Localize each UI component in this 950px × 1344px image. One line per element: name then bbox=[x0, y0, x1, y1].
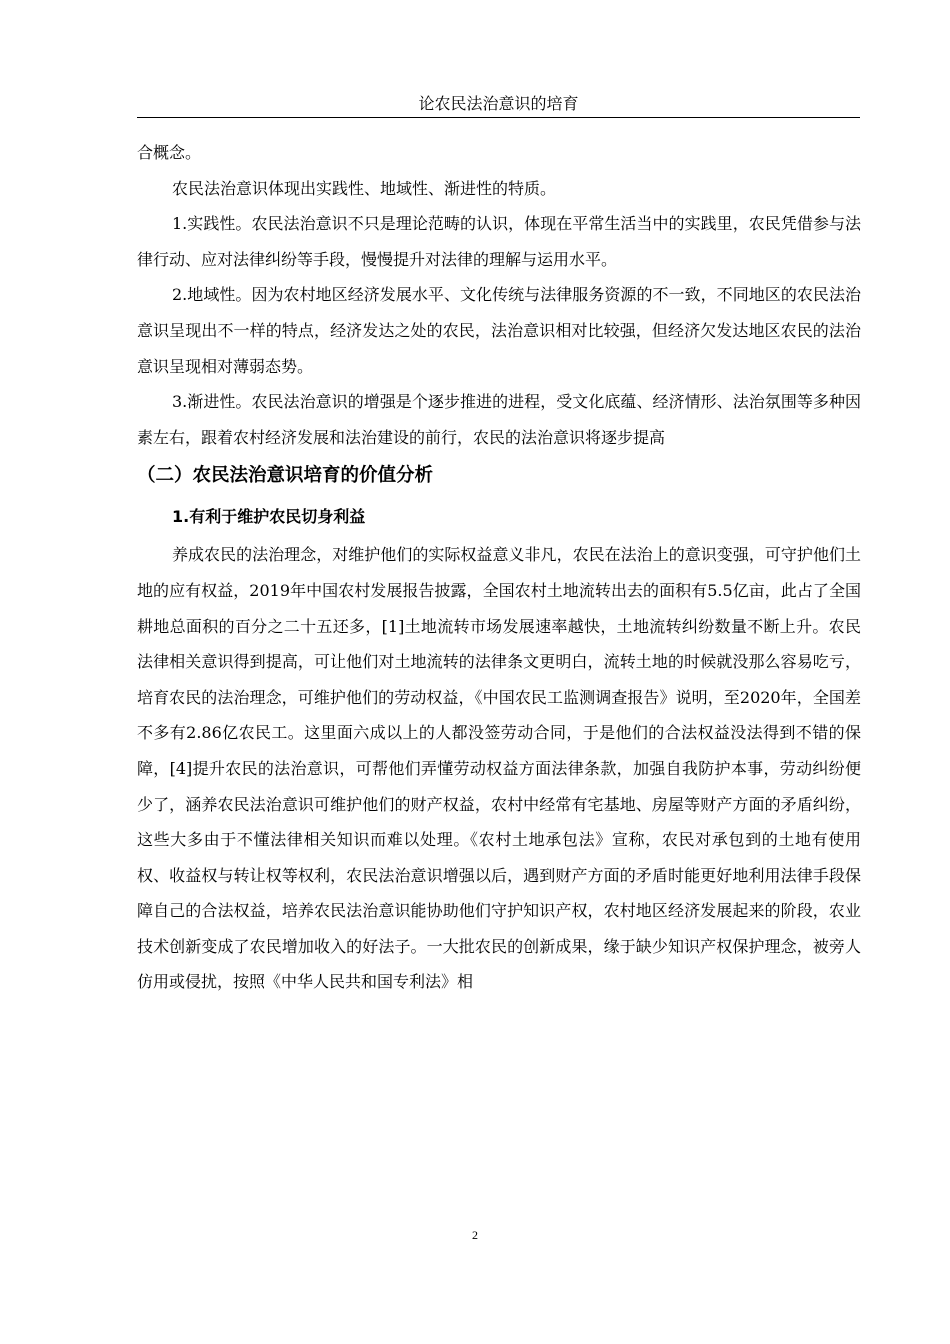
paragraph-continuation: 合概念。 bbox=[137, 143, 202, 162]
paragraph-intro: 农民法治意识体现出实践性、地域性、渐进性的特质。 bbox=[172, 178, 557, 198]
paragraph-body: 养成农民的法治理念，对维护他们的实际权益意义非凡，农民在法治上的意识变强，可守护他们土地的应有权益，2019年中国农村发展报告披露，全国农村土地流转出去的面积有5.5亿亩，此占了全国耕地总面积的百分之二十五还多，[1]土地流转市场发展速率越快，土地流转纠纷数量不断上升。农民法律相关意识得到提高，可让他们对土地流转的法律条文更明白，流转土地的时候就没那么容易吃亏，培育农民的法治理念，可维护他们的劳动权益，《中国农民工监测调查报告》说明，至2020年，全国差不多有2.86亿农民工。这里面六成以上的人都没签劳动合同，于是他们的合法权益没法得到不错的保障，[4]提升农民的法治意识，可帮他们弄懂劳动权益方面法律条款，加强自我防护本事，劳动纠纷便少了，涵养农民法治意识可维护他们的财产权益，农村中经常有宅基地、房屋等财产方面的矛盾纠纷，这些大多由于不懂法律相关知识而难以处理。《农村土地承包法》宣称，农民对承包到的土地有使用权、收益权与转让权等权利，农民法治意识增强以后，遇到财产方面的矛盾时能更好地利用法律手段保障自己的合法权益，培养农民法治意识能协助他们守护知识产权，农村地区经济发展起来的阶段，农业技术创新变成了农民增加收入的好法子。一大批农民的创新成果，缘于缺少知识产权保护理念，被旁人仿用或侵扰，按照《中华人民共和国专利法》相 bbox=[137, 545, 861, 992]
document-body bbox=[137, 135, 861, 1000]
subsection-heading: 1.有利于维护农民切身利益 bbox=[172, 507, 366, 527]
paragraph-progressiveness: 3.渐进性。农民法治意识的增强是个逐步推进的进程，受文化底蕴、经济情形、法治氛围等多种因素左右，跟着农村经济发展和法治建设的前行，农民的法治意识将逐步提高 bbox=[137, 392, 861, 447]
header-title: 论农民法治意识的培育 bbox=[418, 94, 579, 113]
page-number: 2 bbox=[472, 1228, 478, 1242]
running-header bbox=[137, 93, 860, 118]
section-heading: （二）农民法治意识培育的价值分析 bbox=[137, 465, 434, 487]
paragraph-regionality: 2.地域性。因为农村地区经济发展水平、文化传统与法律服务资源的不一致，不同地区的农民法治意识呈现出不一样的特点，经济发达之处的农民，法治意识相对比较强，但经济欠发达地区农民的法治意识呈现相对薄弱态势。 bbox=[137, 285, 861, 376]
paragraph-practicality: 1.实践性。农民法治意识不只是理论范畴的认识，体现在平常生活当中的实践里，农民凭借参与法律行动、应对法律纠纷等手段，慢慢提升对法律的理解与运用水平。 bbox=[137, 214, 861, 269]
